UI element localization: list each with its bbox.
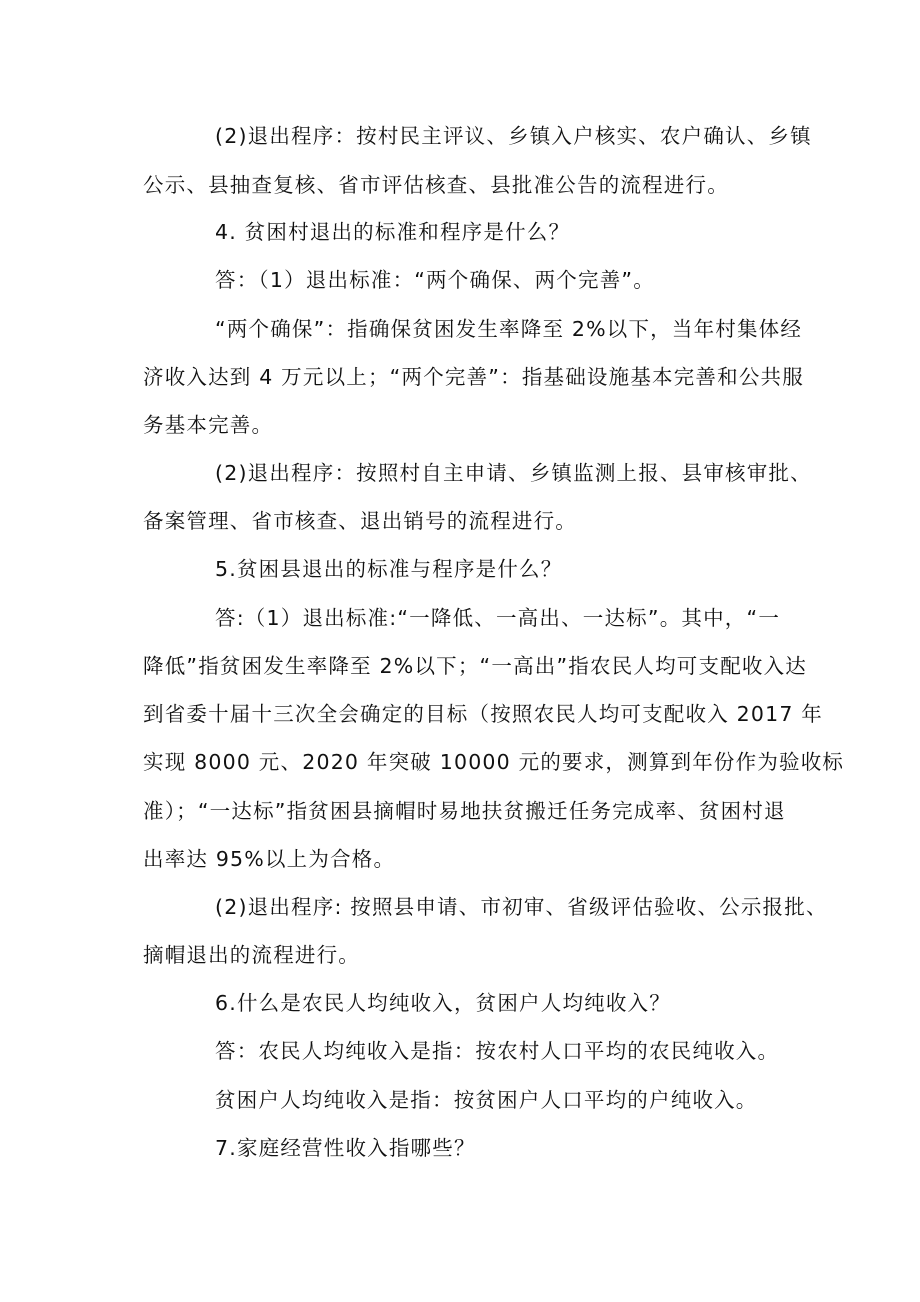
paragraph-line: 答:（1）退出标准:“一降低、一高出、一达标”。其中，“一 <box>215 606 781 630</box>
paragraph-line: 答：农民人均纯收入是指：按农村人口平均的农民纯收入。 <box>215 1039 780 1063</box>
paragraph-line: 贫困户人均纯收入是指：按贫困户人口平均的户纯收入。 <box>215 1088 758 1112</box>
paragraph-line: 答：（1）退出标准：“两个确保、两个完善”。 <box>215 268 655 292</box>
question-heading: 6.什么是农民人均纯收入，贫困户人均纯收入？ <box>215 991 671 1015</box>
paragraph-line: 实现 8000 元、2020 年突破 10000 元的要求，测算到年份作为验收标 <box>143 750 845 774</box>
paragraph-line: (2)退出程序：按村民主评议、乡镇入户核实、农户确认、乡镇 <box>215 124 812 148</box>
paragraph-line: 务基本完善。 <box>143 413 274 437</box>
paragraph-line: (2)退出程序: 按照县申请、市初审、省级评估验收、公示报批、 <box>215 895 828 919</box>
paragraph-line: “两个确保”：指确保贫困发生率降至 2%以下，当年村集体经 <box>215 317 803 341</box>
paragraph-line: (2)退出程序：按照村自主申请、乡镇监测上报、县审核审批、 <box>215 461 812 485</box>
question-heading: 5.贫困县退出的标准与程序是什么？ <box>215 557 563 581</box>
question-heading: 4. 贫困村退出的标准和程序是什么？ <box>215 220 571 244</box>
paragraph-line: 公示、县抽查复核、省市评估核查、县批准公告的流程进行。 <box>143 173 729 197</box>
question-heading: 7.家庭经营性收入指哪些？ <box>215 1136 476 1160</box>
paragraph-line: 济收入达到 4 万元以上；“两个完善”：指基础设施基本完善和公共服 <box>143 365 804 389</box>
paragraph-line: 摘帽退出的流程进行。 <box>143 943 360 967</box>
paragraph-line: 出率达 95%以上为合格。 <box>143 847 396 871</box>
paragraph-line: 到省委十届十三次全会确定的目标（按照农民人均可支配收入 2017 年 <box>143 702 824 726</box>
paragraph-line: 备案管理、省市核查、退出销号的流程进行。 <box>143 509 577 533</box>
paragraph-line: 准）；“一达标”指贫困县摘帽时易地扶贫搬迁任务完成率、贫困村退 <box>143 799 786 823</box>
paragraph-line: 降低”指贫困发生率降至 2%以下；“一高出”指农民人均可支配收入达 <box>143 654 807 678</box>
